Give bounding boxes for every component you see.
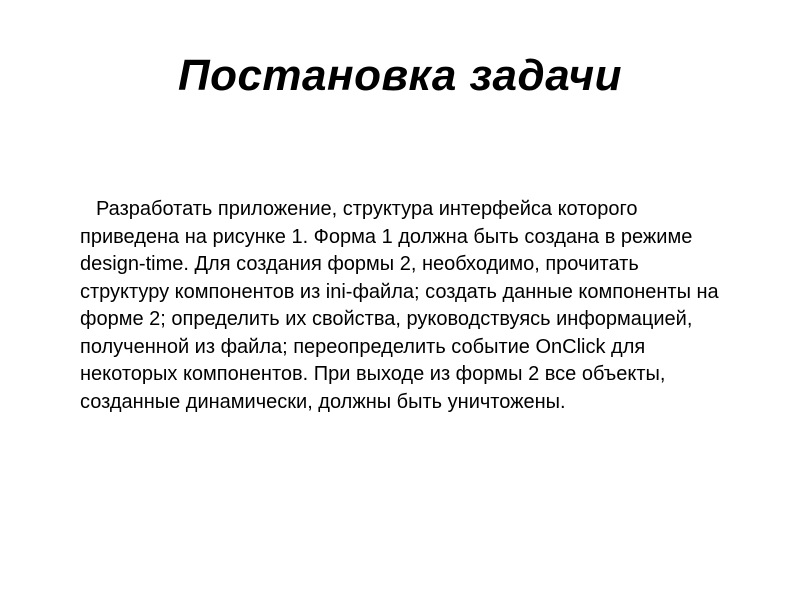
task-description: Разработать приложение, структура интерфейса которого приведена на рисунке 1. Форма 1 должна быть создана в режиме design-time. Для создания формы 2, необходимо, прочитать структуру компонентов из ini-файла; создать данные компоненты на форме 2; определить их свойства, руководствуясь информацией, полученной из файла; переопределить событие OnClick для некоторых компонентов. При выходе из формы 2 все объекты, созданные динамически, должны быть уничтожены. xyxy=(80,198,719,413)
slide-title: Постановка задачи xyxy=(177,51,623,100)
